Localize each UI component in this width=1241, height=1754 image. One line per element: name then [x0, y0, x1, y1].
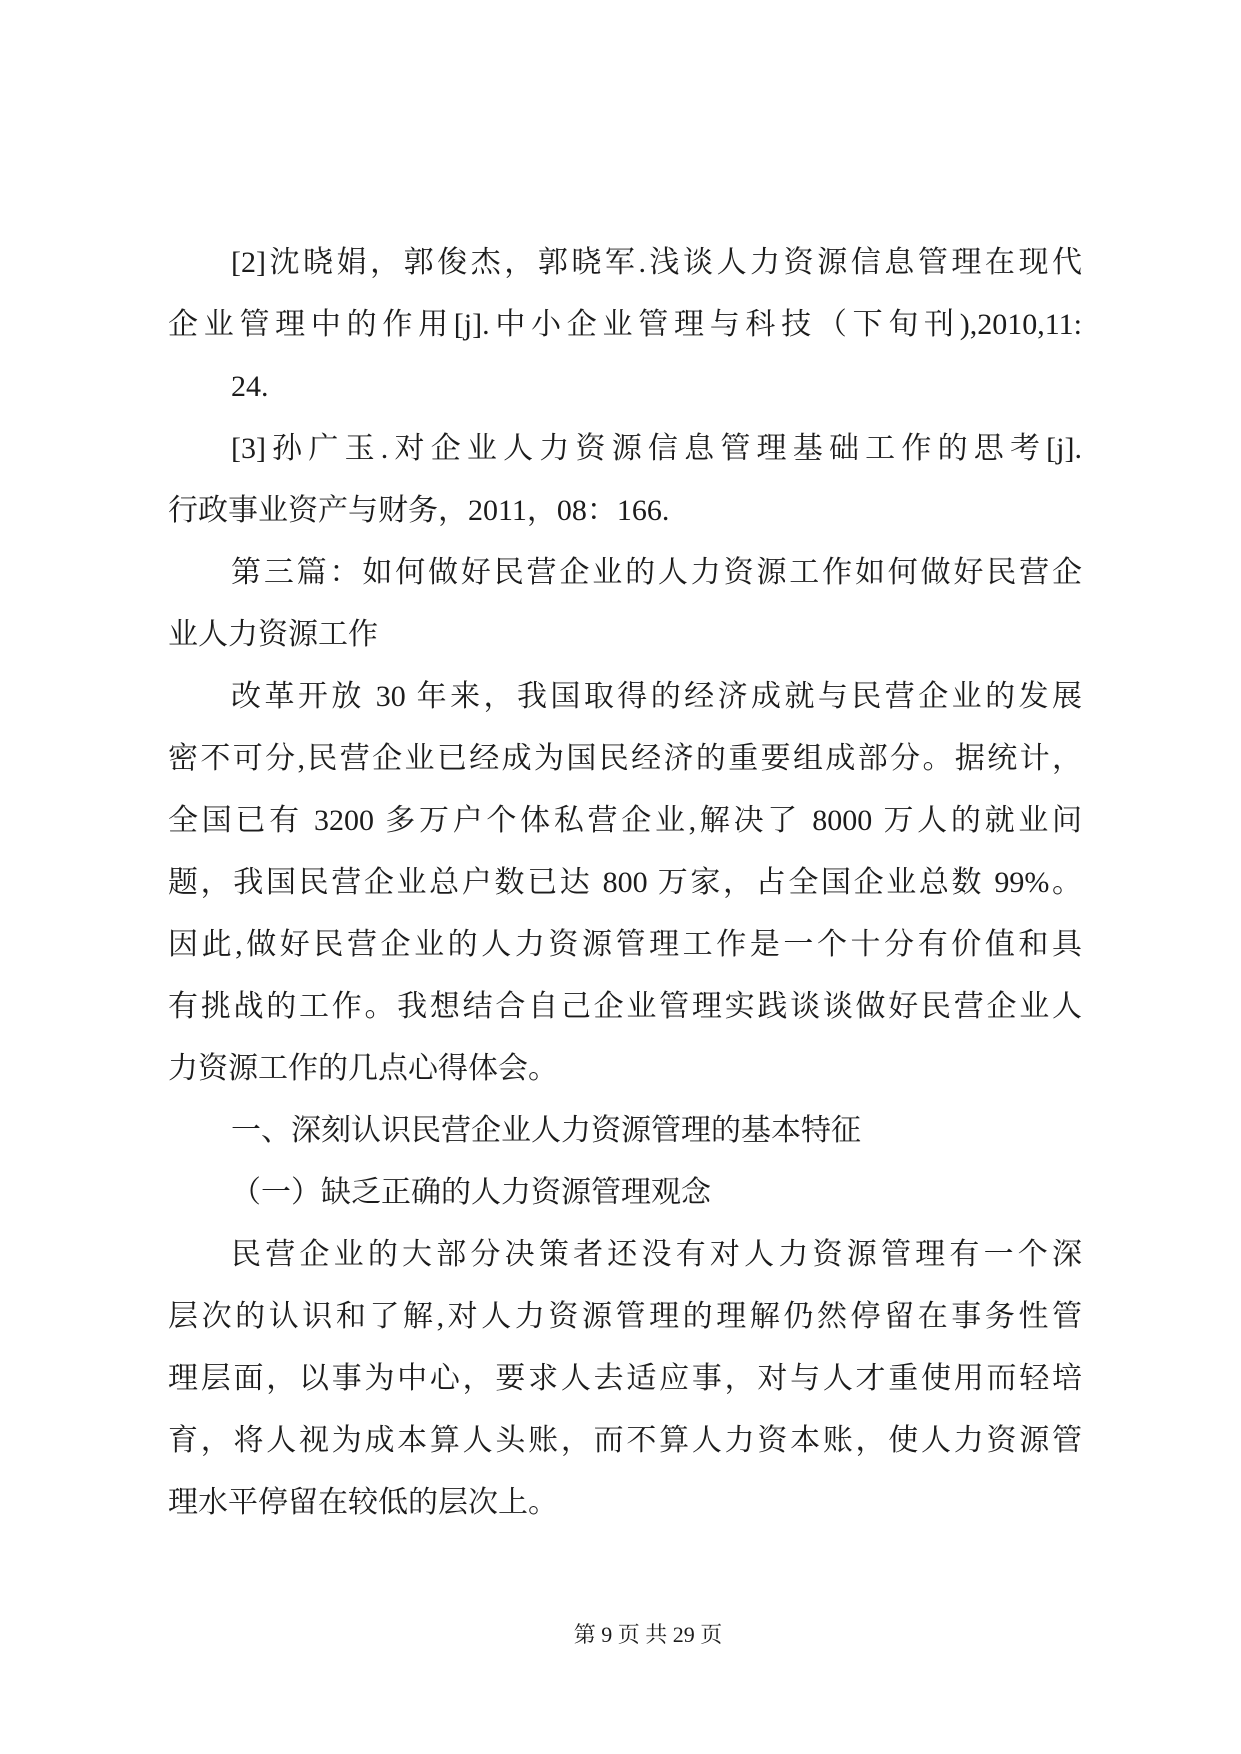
paragraph-line: 密不可分,民营企业已经成为国民经济的重要组成部分。据统计，	[168, 742, 1082, 775]
paragraph-line: 有挑战的工作。我想结合自己企业管理实践谈谈做好民营企业人	[168, 990, 1082, 1023]
paragraph-line: 改革开放 30 年来，我国取得的经济成就与民营企业的发展	[231, 680, 1082, 713]
reference-line: 行政事业资产与财务，2011，08：166.	[168, 494, 670, 527]
reference-line: 24.	[231, 370, 269, 403]
section-title-line: 第三篇：如何做好民营企业的人力资源工作如何做好民营企	[231, 556, 1082, 589]
paragraph-line: 民营企业的大部分决策者还没有对人力资源管理有一个深	[231, 1238, 1082, 1271]
reference-line: 企业管理中的作用[j].中小企业管理与科技（下旬刊),2010,11:	[168, 308, 1082, 341]
paragraph-line: 理层面，以事为中心，要求人去适应事，对与人才重使用而轻培	[168, 1362, 1082, 1395]
heading-line: 一、深刻认识民营企业人力资源管理的基本特征	[231, 1114, 861, 1147]
page-number-footer: 第 9 页 共 29 页	[573, 1622, 723, 1647]
paragraph-line: 题，我国民营企业总户数已达 800 万家，占全国企业总数 99%。	[168, 866, 1082, 899]
reference-line: [3]孙广玉.对企业人力资源信息管理基础工作的思考[j].	[231, 432, 1082, 465]
subheading-line: （一）缺乏正确的人力资源管理观念	[231, 1176, 711, 1209]
paragraph-line: 因此,做好民营企业的人力资源管理工作是一个十分有价值和具	[168, 928, 1082, 961]
paragraph-line: 全国已有 3200 多万户个体私营企业,解决了 8000 万人的就业问	[168, 804, 1082, 837]
paragraph-line: 理水平停留在较低的层次上。	[168, 1486, 558, 1519]
paragraph-line: 力资源工作的几点心得体会。	[168, 1052, 558, 1085]
section-title-line: 业人力资源工作	[168, 618, 378, 651]
paragraph-line: 育，将人视为成本算人头账，而不算人力资本账，使人力资源管	[168, 1424, 1082, 1457]
paragraph-line: 层次的认识和了解,对人力资源管理的理解仍然停留在事务性管	[168, 1300, 1082, 1333]
document-body	[168, 232, 1082, 1534]
reference-line: [2]沈晓娟，郭俊杰，郭晓军.浅谈人力资源信息管理在现代	[231, 246, 1082, 279]
